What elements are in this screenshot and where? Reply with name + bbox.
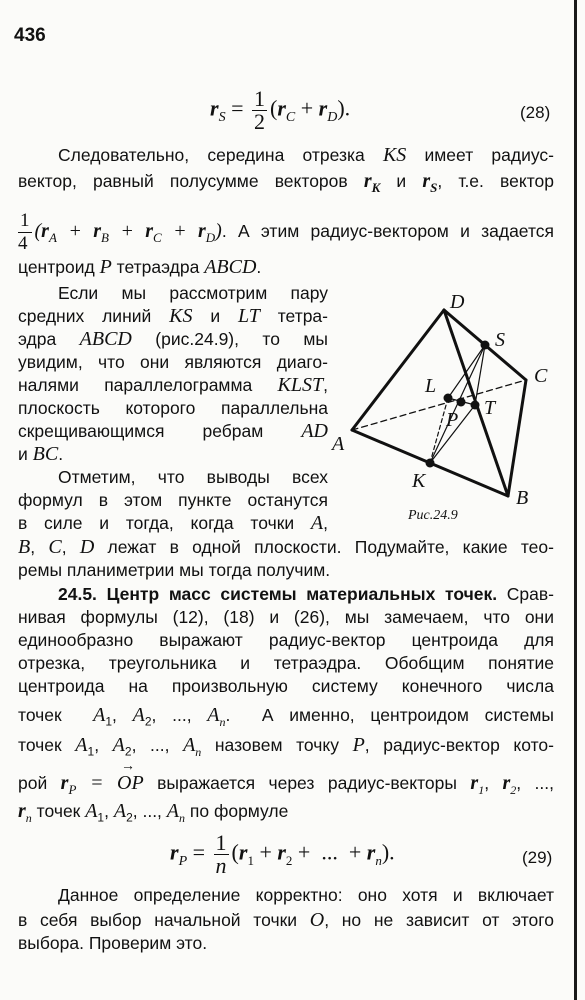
text-line-16: B, C, D лежат в одной плоскости. Подумайте, какие тео-: [18, 536, 554, 558]
text-line-9: налями параллелограмма KLST,: [18, 374, 328, 396]
text-line-19: нивая формулы (12), (18) и (26), мы замечаем, что они: [18, 607, 554, 627]
label-t: T: [484, 397, 496, 419]
text-line-20: единообразно выражают радиус-вектор центроида для: [18, 630, 554, 650]
edge-ad: [352, 310, 444, 430]
text-line-17: ремы планиметрии мы тогда получим.: [18, 560, 331, 580]
point-k: [426, 459, 435, 468]
edge-ac-hidden: [352, 380, 526, 430]
text-line-15: в силе и тогда, когда точки A,: [18, 512, 328, 534]
label-c: C: [534, 365, 548, 387]
page-number: 436: [14, 25, 46, 46]
line-ls: [448, 345, 485, 398]
text-line-13: Отметим, что выводы всех: [58, 467, 328, 487]
label-k: K: [412, 470, 426, 492]
text-line-1: Следовательно, середина отрезка KS имеет радиус-: [58, 144, 554, 166]
line-ts: [475, 345, 485, 405]
edge-bc: [508, 380, 526, 496]
text-line-21: отрезка, треугольника и тетраэдра. Обобщим понятие: [18, 653, 554, 673]
label-d: D: [450, 291, 465, 313]
text-line-2: вектор, равный полусумме векторов $r_K$ и $r_S$, т.е. вектор: [18, 170, 555, 195]
text-line-6: средних линий KS и LT тетра-: [18, 305, 328, 327]
label-s: S: [495, 329, 505, 351]
text-line-22: центроида на произвольную систему конечного числа: [18, 676, 554, 696]
point-l: [444, 394, 453, 403]
figure-caption: Рис.24.9: [408, 508, 458, 523]
tetrahedron-figure: [330, 290, 578, 530]
text-line-29: выбора. Проверим это.: [18, 933, 208, 953]
point-p: [457, 398, 466, 407]
text-line-8: увидим, что они являются диаго-: [18, 352, 328, 372]
text-line-14: формул в этом пункте останутся: [18, 490, 328, 510]
label-a: A: [332, 433, 345, 455]
label-p: P: [446, 409, 459, 431]
label-l: L: [425, 375, 437, 397]
formula-29: $r_P$ = $\frac{1}{n}$ ($r_1 + r_2$ + ... + $r_n$).: [170, 830, 395, 878]
text-line-12: и BC.: [18, 443, 64, 465]
equation-number-29: (29): [522, 848, 553, 867]
text-line-26: $r_n$ точек $A_1$, $A_2$, ..., $A_n$ по формуле: [18, 800, 289, 825]
text-line-25: рой $r_P$ = OP → выражается через радиус-векторы $r_1$, $r_2$, ...,: [18, 759, 554, 797]
label-b: B: [516, 487, 529, 509]
text-line-3: $\frac{1}{4}$ $(r_A + r_B + r_C + r_D)$. А этим радиус-вектором и задается: [18, 210, 554, 254]
text-line-11: скрещивающимся ребрам AD: [18, 420, 328, 442]
text-line-23: точек $A_1$, $A_2$, ..., $A_n$. А именно, центроидом системы: [18, 704, 555, 729]
equation-number-28: (28): [520, 103, 551, 122]
text-line-5: Если мы рассмотрим пару: [58, 283, 328, 303]
formula-28: $r_S$ = $\frac{1}{2}$ $(r_C + r_D)$.: [210, 86, 351, 134]
section-24-5-heading: 24.5. Центр масс системы материальных точек. Срав-: [58, 584, 554, 604]
text-line-24: точек $A_1$, $A_2$, ..., $A_n$ назовем точку P, радиус-вектор кото-: [18, 734, 554, 759]
text-line-28: в себя выбор начальной точки O, но не зависит от этого: [18, 909, 554, 931]
text-line-4: центроид P тетраэдра ABCD.: [18, 256, 262, 278]
text-line-10: плоскость которого параллельна: [18, 398, 328, 418]
text-line-7: эдра ABCD (рис.24.9), то мы: [18, 328, 328, 350]
text-line-27: Данное определение корректно: оно хотя и включает: [58, 885, 554, 905]
point-t: [471, 401, 480, 410]
point-s: [481, 341, 490, 350]
